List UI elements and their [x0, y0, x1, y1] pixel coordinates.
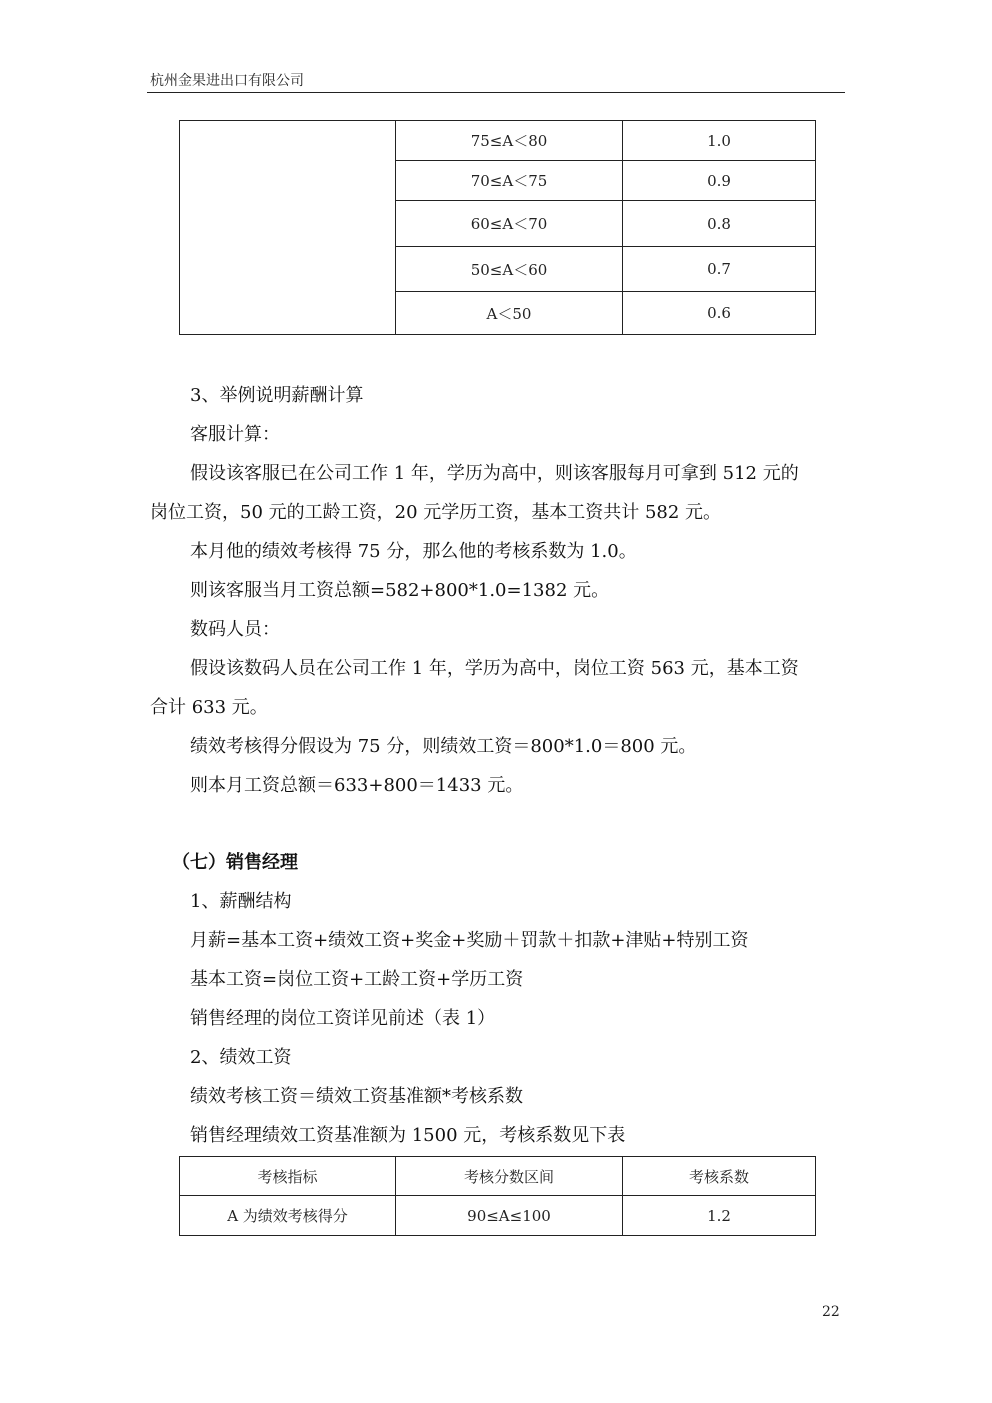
section-title-sales-manager: （七）销售经理: [172, 852, 298, 873]
customer-service-heading: 客服计算：: [190, 424, 280, 445]
paragraph-line: 则该客服当月工资总额=582+800*1.0=1382 元。: [190, 580, 610, 601]
coefficient-cell: 0.6: [623, 292, 816, 335]
performance-pay-heading: 2、绩效工资: [190, 1047, 292, 1068]
example-heading: 3、举例说明薪酬计算: [190, 385, 364, 406]
paragraph-line: 绩效考核工资＝绩效工资基准额*考核系数: [190, 1086, 523, 1107]
score-range-cell: 50≤A＜60: [396, 247, 623, 292]
coefficient-cell: 1.2: [623, 1196, 816, 1236]
paragraph-line: 合计 633 元。: [150, 697, 268, 718]
paragraph-line: 基本工资=岗位工资+工龄工资+学历工资: [190, 969, 524, 990]
coefficient-cell: 0.9: [623, 161, 816, 201]
table-header-row: [180, 1157, 816, 1196]
table-row: [180, 121, 816, 161]
sales-manager-coefficient-table: [179, 1156, 816, 1236]
paragraph-line: 假设该客服已在公司工作 1 年，学历为高中，则该客服每月可拿到 512 元的: [190, 463, 799, 484]
coefficient-cell: 1.0: [623, 121, 816, 161]
column-header: 考核系数: [623, 1157, 816, 1196]
score-range-cell: 60≤A＜70: [396, 201, 623, 247]
merged-indicator-cell: [180, 121, 396, 335]
salary-structure-heading: 1、薪酬结构: [190, 891, 292, 912]
score-range-cell: A＜50: [396, 292, 623, 335]
score-range-cell: 70≤A＜75: [396, 161, 623, 201]
score-range-cell: 75≤A＜80: [396, 121, 623, 161]
header-rule: [147, 92, 845, 93]
header-company-name: 杭州金果进出口有限公司: [150, 73, 304, 89]
coefficient-cell: 0.8: [623, 201, 816, 247]
paragraph-line: 月薪=基本工资+绩效工资+奖金+奖励＋罚款＋扣款+津贴+特别工资: [190, 930, 749, 951]
page-number: 22: [822, 1304, 840, 1320]
paragraph-line: 则本月工资总额＝633+800＝1433 元。: [190, 775, 524, 796]
paragraph-line: 绩效考核得分假设为 75 分，则绩效工资＝800*1.0＝800 元。: [190, 736, 697, 757]
paragraph-line: 本月他的绩效考核得 75 分，那么他的考核系数为 1.0。: [190, 541, 637, 562]
coefficient-cell: 0.7: [623, 247, 816, 292]
coefficient-table-continued: [179, 120, 816, 335]
paragraph-line: 假设该数码人员在公司工作 1 年，学历为高中，岗位工资 563 元，基本工资: [190, 658, 799, 679]
indicator-cell: A 为绩效考核得分: [180, 1196, 396, 1236]
paragraph-line: 销售经理的岗位工资详见前述（表 1）: [190, 1008, 496, 1029]
digital-staff-heading: 数码人员：: [190, 619, 280, 640]
table-row: [180, 1196, 816, 1236]
score-range-cell: 90≤A≤100: [396, 1196, 623, 1236]
paragraph-line: 销售经理绩效工资基准额为 1500 元，考核系数见下表: [190, 1125, 626, 1146]
column-header: 考核指标: [180, 1157, 396, 1196]
paragraph-line: 岗位工资，50 元的工龄工资，20 元学历工资，基本工资共计 582 元。: [150, 502, 722, 523]
column-header: 考核分数区间: [396, 1157, 623, 1196]
